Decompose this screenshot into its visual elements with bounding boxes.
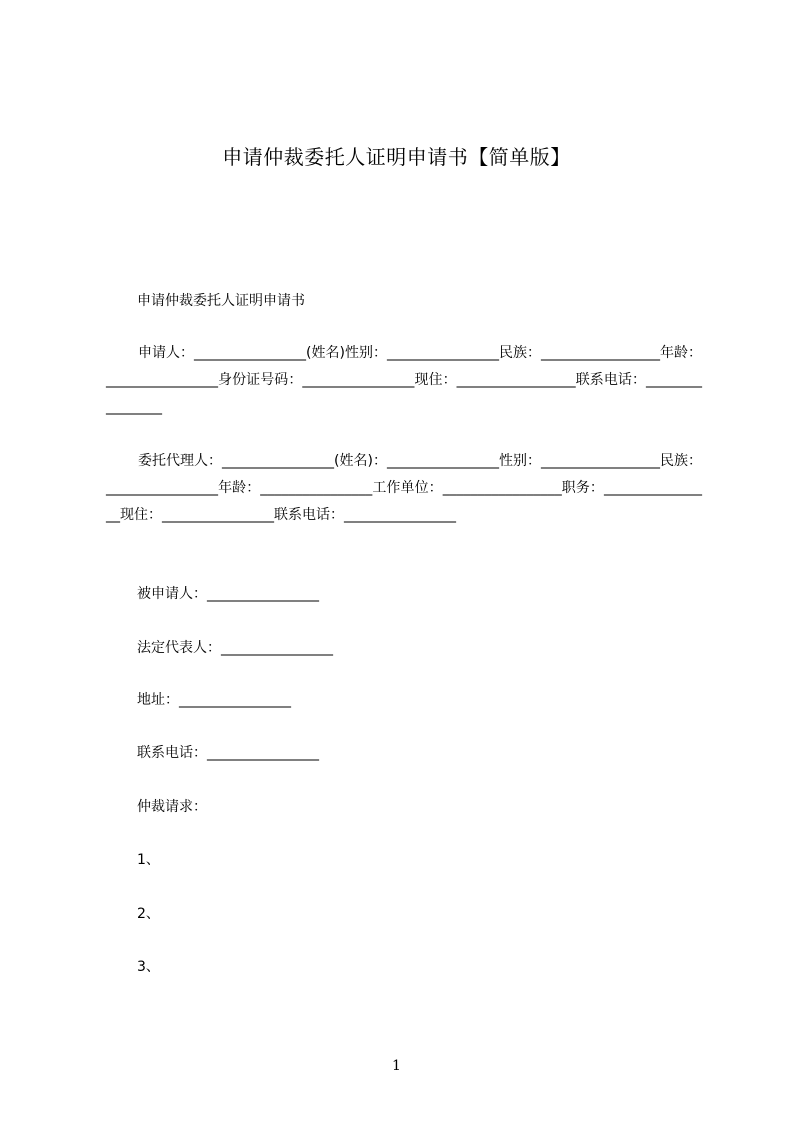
page-number: 1 (392, 1058, 401, 1074)
claim-item-3: 3、 (137, 959, 160, 975)
applicant-paragraph: 申请人：________________(姓名)性别：________________民族：_________________年龄：________________身份证号码：________________现住：_________________联系电话：________________ (106, 345, 702, 415)
legal-representative-line: 法定代表人：________________ (137, 640, 333, 656)
claim-item-1: 1、 (137, 852, 160, 868)
agent-paragraph: 委托代理人：________________(姓名)：________________性别：_________________民族：________________年龄：________________工作单位：_________________职务：________________现住：________________联系电话：________________ (106, 453, 702, 523)
arbitration-claims-heading: 仲裁请求： (137, 799, 207, 815)
contact-phone-line: 联系电话：________________ (137, 745, 319, 761)
document-subtitle: 申请仲裁委托人证明申请书 (137, 293, 305, 309)
claim-item-2: 2、 (137, 906, 160, 922)
document-title: 申请仲裁委托人证明申请书【简单版】 (222, 145, 571, 169)
address-line: 地址：________________ (137, 692, 291, 708)
respondent-line: 被申请人：________________ (137, 586, 319, 602)
